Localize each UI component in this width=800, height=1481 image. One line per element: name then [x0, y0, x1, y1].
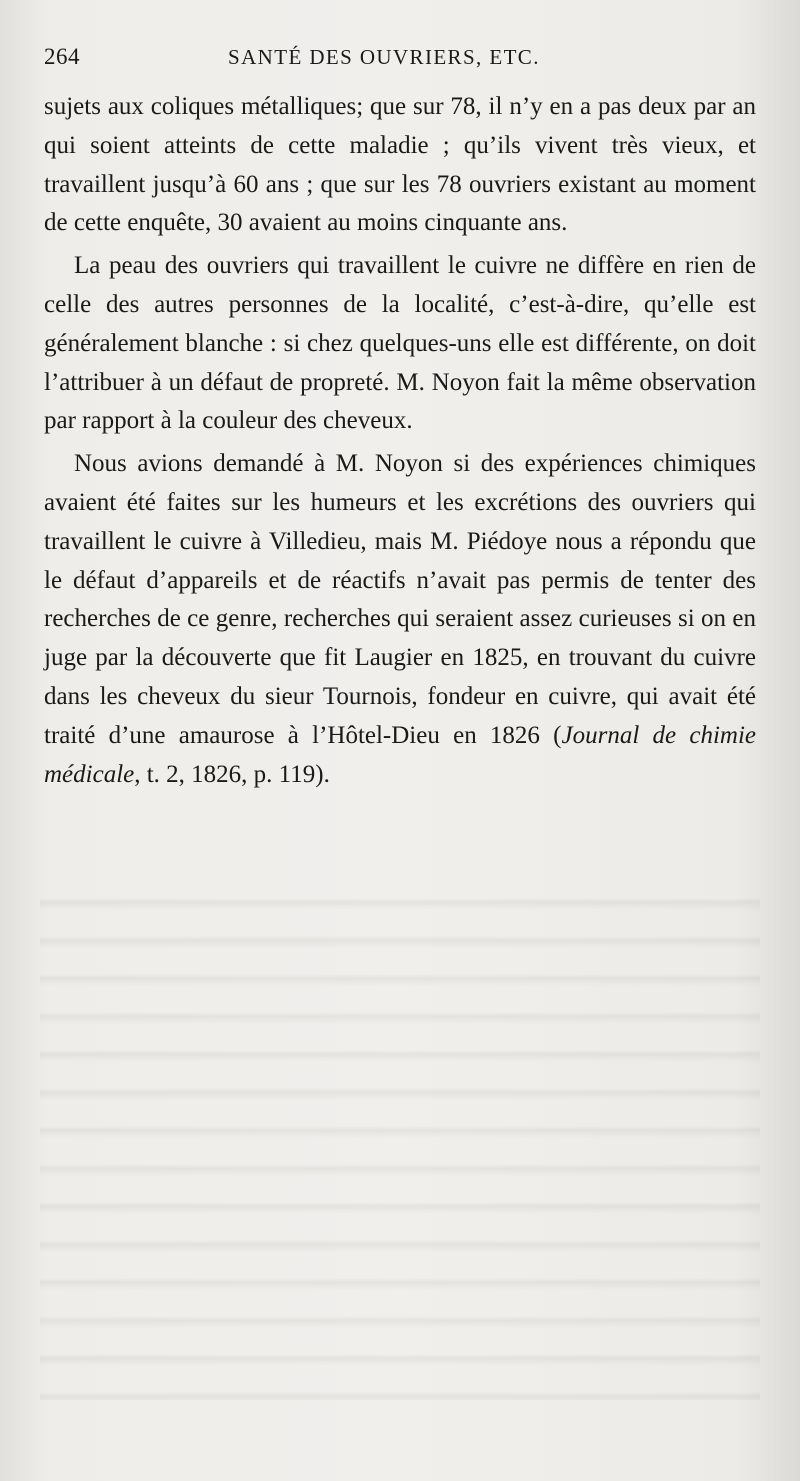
- page-number: 264: [44, 44, 80, 69]
- paragraph-text-after-citation: , t. 2, 1826, p. 119).: [134, 760, 330, 788]
- paragraph-continuation: sujets aux coliques métalliques; que sur 78, il n’y en a pas deux par an qui soient atteints de cette maladie ; qu’ils vivent très vieux, et travaillent jusqu’à 60 ans ; que sur les 78 ouvriers existant au moment de cette enquête, 30 avaient au moins cinquante ans.: [44, 93, 756, 237]
- body-text: [44, 88, 756, 798]
- bleed-through-text: [40, 880, 760, 1400]
- page-header: [44, 44, 756, 76]
- journal-citation-title: Journal de chimie médicale: [44, 721, 756, 788]
- paragraph-skin-color: La peau des ouvriers qui travaillent le cuivre ne diffère en rien de celle des autres personnes de la localité, c’est-à-dire, qu’elle est généralement blanche : si chez quelques-uns elle est différente, on doit l’attribuer à un défaut de propreté. M. Noyon fait la même observation par rapport à la couleur des cheveux.: [44, 252, 756, 435]
- paragraph-text-before-citation: Nous avions demandé à M. Noyon si des expériences chimiques avaient été faites sur les humeurs et les excrétions des ouvriers qui travaillent le cuivre à Villedieu, mais M. Piédoye nous a répondu que le défaut d’appareils et de réactifs n’avait pas permis de tenter des recherches de ce genre, recherches qui seraient assez curieuses si on en juge par la découverte que fit Laugier en 1825, en trouvant du cuivre dans les cheveux du sieur Tournois, fondeur en cuivre, qui avait été traité d’une amaurose à l’Hôtel-Dieu en 1826 (: [44, 450, 756, 749]
- paragraph-chemical-experiments: [44, 445, 756, 794]
- running-title: SANTÉ DES OUVRIERS, ETC.: [228, 45, 540, 69]
